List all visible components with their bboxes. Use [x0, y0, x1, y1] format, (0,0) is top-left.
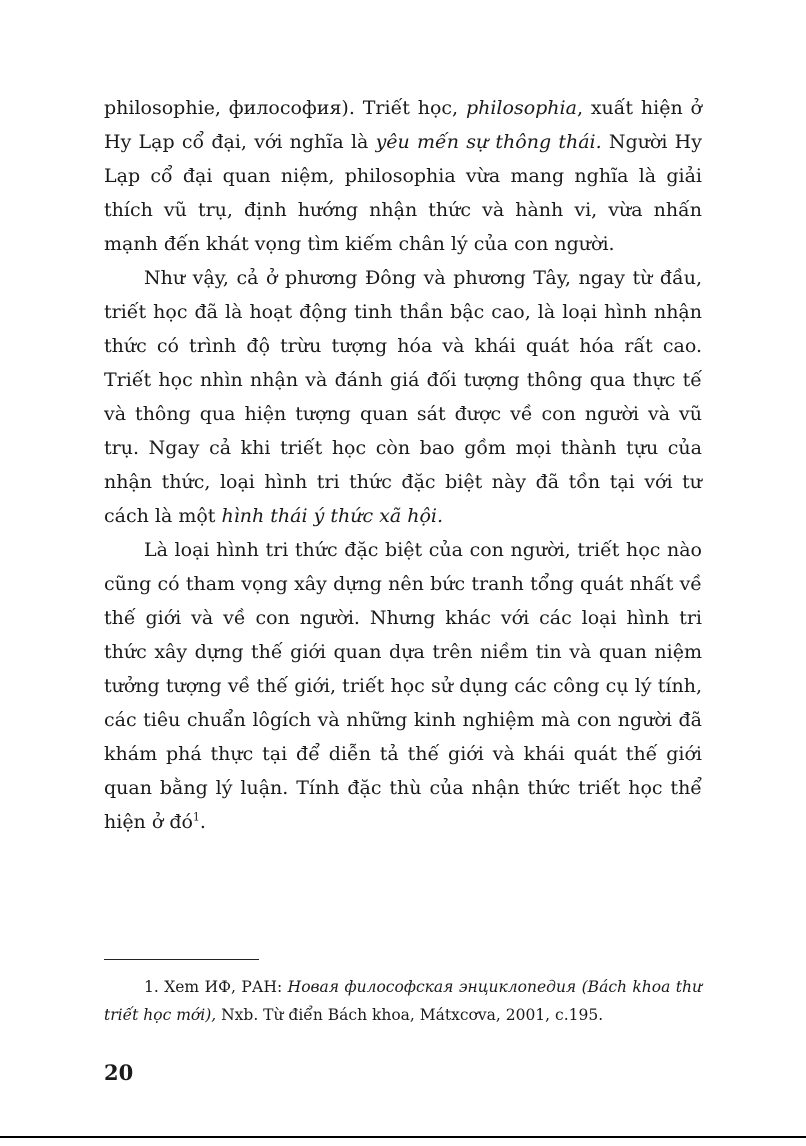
text-segment: .	[199, 811, 206, 833]
footnote-marker: 1	[192, 810, 200, 824]
paragraph	[104, 91, 702, 261]
text-segment: Như vậy, cả ở phương Đông và phương Tây, ngay từ đầu, triết học đã là hoạt động tinh thần bậc cao, là loại hình nhận thức có trình độ trừu tượng hóa và khái quát hóa rất cao. Triết học nhìn nhận và đánh giá đối tượng thông qua thực tế và thông qua hiện tượng quan sát được về con người và vũ trụ. Ngay cả khi triết học còn bao gồm mọi thành tựu của nhận thức, loại hình tri thức đặc biệt này đã tồn tại với tư cách là một	[104, 267, 702, 527]
paragraph	[104, 261, 702, 533]
italic-text: yêu mến sự thông thái.	[375, 131, 602, 153]
footnote-separator	[104, 959, 259, 960]
italic-text: hình thái ý thức xã hội.	[221, 505, 444, 527]
text-segment: philosophie, философия). Triết học,	[104, 97, 466, 119]
page-bottom-border	[0, 1136, 806, 1138]
text-segment: Là loại hình tri thức đặc biệt của con người, triết học nào cũng có tham vọng xây dựng nên bức tranh tổng quát nhất về thế giới và về con người. Nhưng khác với các loại hình tri thức xây dựng thế giới quan dựa trên niềm tin và quan niệm tưởng tượng về thế giới, triết học sử dụng các công cụ lý tính, các tiêu chuẩn lôgích và những kinh nghiệm mà con người đã khám phá thực tại để diễn tả thế giới và khái quát thế giới quan bằng lý luận. Tính đặc thù của nhận thức triết học thể hiện ở đó	[104, 539, 702, 833]
italic-text: philosophia	[465, 97, 577, 119]
text-segment: Nxb. Từ điển Bách khoa, Mátxcơva, 2001, c.195.	[216, 1006, 604, 1024]
footnote-text	[104, 973, 702, 1029]
body-text	[104, 91, 702, 839]
text-segment: 1. Xem ИФ, РАН:	[144, 978, 288, 996]
text-segment: Người Hy Lạp cổ đại quan niệm, philosophia vừa mang nghĩa là giải thích vũ trụ, định hướng nhận thức và hành vi, vừa nhấn mạnh đến khát vọng tìm kiếm chân lý của con người.	[104, 131, 702, 255]
italic-text: Новая философская энциклопедия (Bách khoa thư triết học mới),	[104, 978, 702, 1024]
page-number: 20	[104, 1060, 134, 1085]
text-segment: , xuất hiện ở Hy Lạp cổ đại, với nghĩa là	[104, 97, 702, 153]
footnote	[104, 973, 702, 1029]
paragraph	[104, 533, 702, 839]
